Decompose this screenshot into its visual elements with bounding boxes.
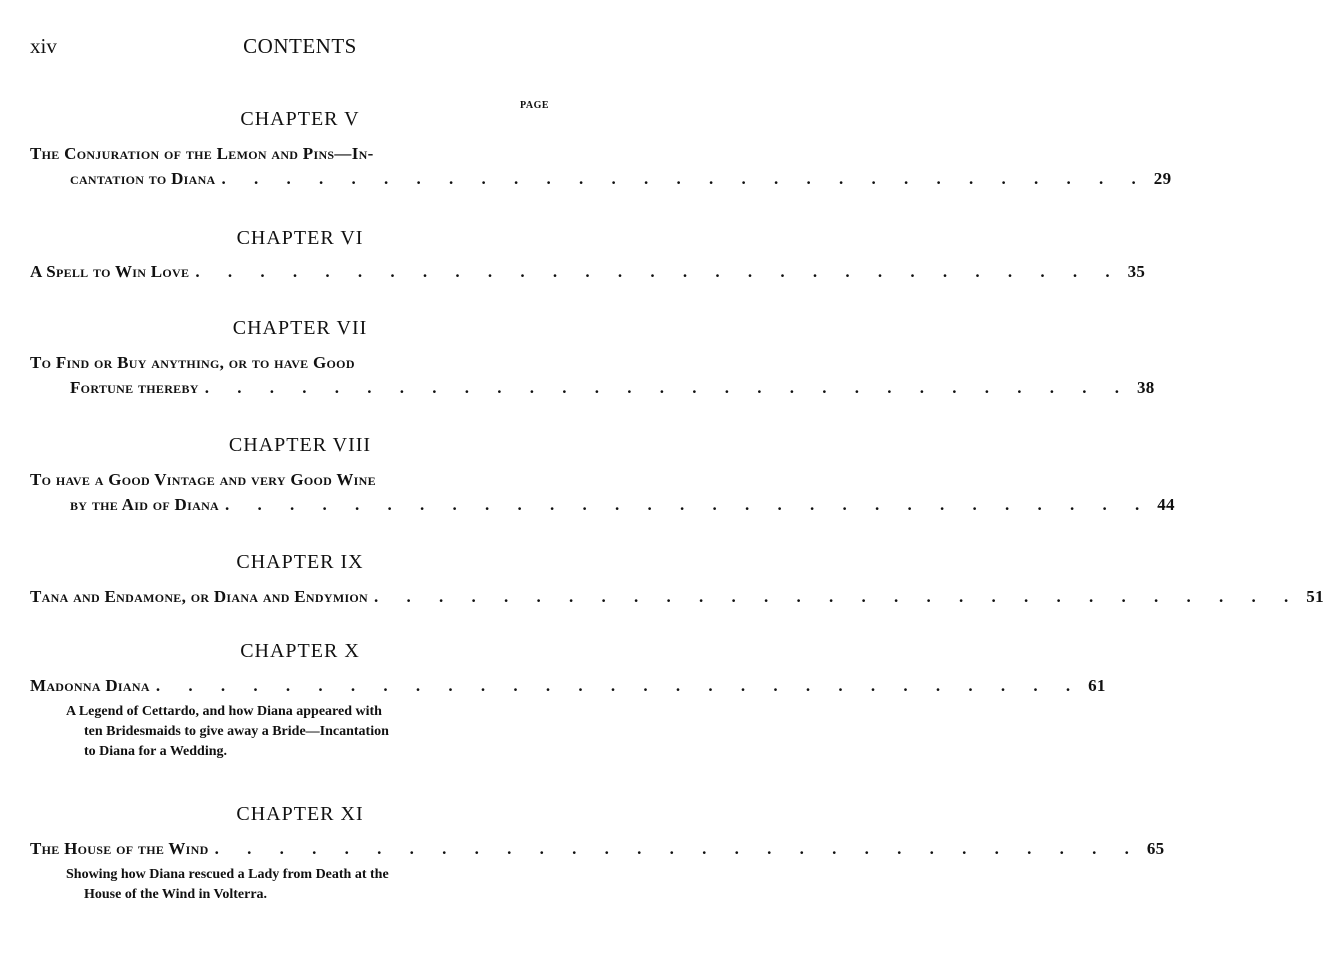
entry-title: Tana and Endamone, or Diana and Endymion <box>30 587 369 606</box>
chapter-heading: CHAPTER XI <box>236 803 364 825</box>
dot-leader: . . . . . . . . . . . . . . . . . . . . . . . . . . . . . <box>155 676 1083 695</box>
entry-page-number: 61 <box>1088 676 1106 695</box>
toc-entry <box>30 350 1155 400</box>
dot-leader: . . . . . . . . . . . . . . . . . . . . . . . . . . . . . <box>204 378 1131 397</box>
toc-entry <box>30 584 1324 609</box>
dot-leader: . . . . . . . . . . . . . . . . . . . . . . . . . . . . . <box>195 262 1122 281</box>
entry-title: A Spell to Win Love <box>30 262 190 281</box>
entry-title: Fortune thereby <box>70 378 199 397</box>
entry-page-number: 44 <box>1157 495 1175 514</box>
entry-title: by the Aid of Diana <box>70 495 219 514</box>
toc-entry <box>30 467 1175 517</box>
entry-description: Showing how Diana rescued a Lady from Death at the House of the Wind in Volterra. <box>66 867 389 902</box>
entry-page-number: 35 <box>1127 262 1146 281</box>
entry-title: To Find or Buy anything, or to have Good <box>30 353 355 372</box>
chapter-heading: CHAPTER VII <box>232 317 368 339</box>
dot-leader: . . . . . . . . . . . . . . . . . . . . . . . . . . . . . <box>225 495 1152 514</box>
toc-entry <box>30 836 1165 861</box>
page-number: xiv <box>30 34 57 58</box>
entry-page-number: 51 <box>1306 587 1324 606</box>
chapter-heading: CHAPTER X <box>240 640 360 662</box>
entry-page-number: 38 <box>1136 378 1155 397</box>
chapter-heading: CHAPTER IX <box>236 551 364 573</box>
chapter-heading: CHAPTER V <box>240 108 360 130</box>
toc-entry <box>30 141 1172 191</box>
dot-leader: . . . . . . . . . . . . . . . . . . . . . . . . . . . . . <box>214 839 1141 858</box>
page-column-label: PAGE <box>520 100 550 111</box>
dot-leader: . . . . . . . . . . . . . . . . . . . . . . . . . . . . . <box>374 587 1301 606</box>
entry-title: cantation to Diana <box>70 169 216 188</box>
entry-title: To have a Good Vintage and very Good Wine <box>30 470 376 489</box>
entry-title: The House of the Wind <box>30 839 209 858</box>
entry-page-number: 65 <box>1146 839 1165 858</box>
toc-entry <box>30 259 1146 284</box>
entry-description: A Legend of Cettardo, and how Diana appeared with ten Bridesmaids to give away a Bride—Incantation to Diana for a Wedding. <box>66 704 389 759</box>
toc-entry <box>30 673 1106 698</box>
entry-title: Madonna Diana <box>30 676 150 695</box>
chapter-heading: CHAPTER VI <box>236 227 364 249</box>
chapter-heading: CHAPTER VIII <box>228 434 372 456</box>
page-title: CONTENTS <box>243 34 357 58</box>
entry-page-number: 29 <box>1153 169 1172 188</box>
dot-leader: . . . . . . . . . . . . . . . . . . . . . . . . . . . . . <box>221 169 1148 188</box>
entry-title: The Conjuration of the Lemon and Pins—In- <box>30 144 374 163</box>
